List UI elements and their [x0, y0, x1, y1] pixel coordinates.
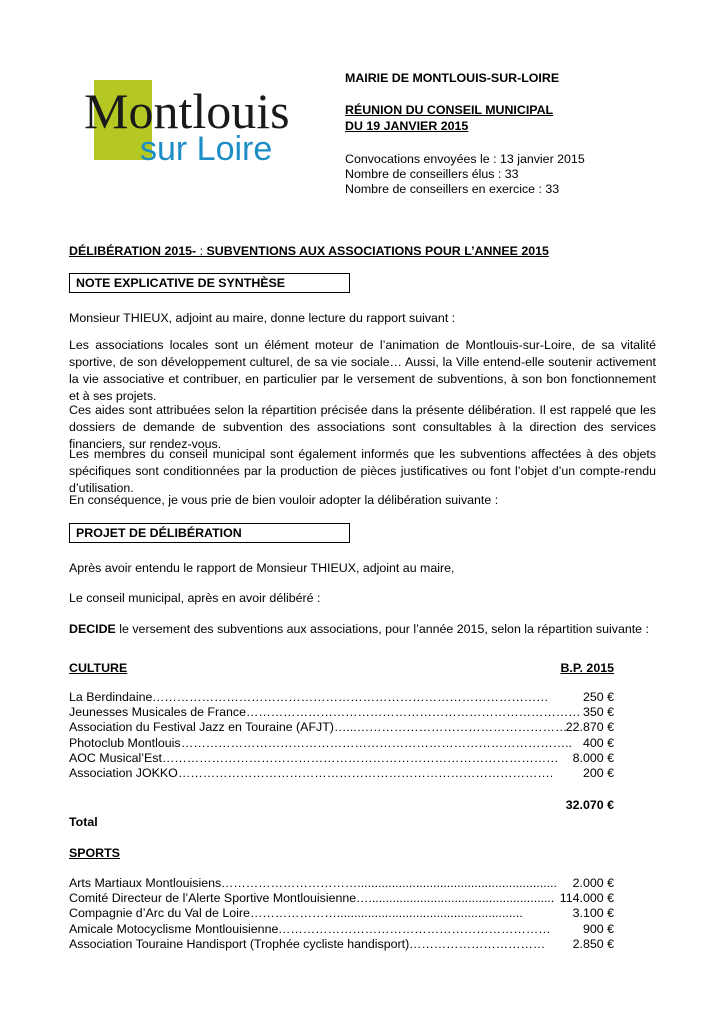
sports-item-leader-dots: …………………...................................................... [250, 906, 523, 921]
sports-item-name: Comité Directeur de l’Alerte Sportive Montlouisienne [69, 891, 357, 906]
reunion-title-line2: DU 19 JANVIER 2015 [345, 119, 469, 133]
decide-rest: le versement des subventions aux associations, pour l’année 2015, selon la répartition suivante : [115, 622, 649, 636]
sports-item-amount: 3.100 € [572, 906, 614, 921]
sports-item-leader-dots: …………………………… [409, 936, 546, 951]
projet-deliberation-box: PROJET DE DÉLIBÉRATION [69, 523, 350, 543]
culture-item-row [69, 690, 614, 705]
culture-item-amount: 400 € [582, 735, 614, 750]
sports-item-amount: 2.000 € [572, 876, 614, 890]
decide-word: DECIDE [69, 622, 116, 636]
sports-item-name: Arts Martiaux Montlouisiens [69, 876, 222, 890]
decide-line [69, 621, 656, 638]
sports-item-row [69, 876, 614, 891]
sports-item-row [69, 891, 614, 906]
culture-item-leader-dots: …...…………………………………………… [334, 720, 568, 735]
culture-item-amount: 200 € [582, 766, 614, 780]
bp-2015-heading: B.P. 2015 [560, 661, 614, 675]
culture-item-amount: 350 € [582, 705, 614, 720]
reunion-title-line1: RÉUNION DU CONSEIL MUNICIPAL [345, 103, 554, 117]
deliberation-prefix: DÉLIBÉRATION 2015- [69, 244, 197, 258]
mairie-title: MAIRIE DE MONTLOUIS-SUR-LOIRE [345, 71, 560, 85]
sports-item-amount: 900 € [582, 921, 614, 936]
sports-item-amount: 2.850 € [572, 936, 614, 951]
deliberation-separator: : [196, 244, 207, 258]
associations-paragraph: Les associations locales sont un élément moteur de l’animation de Montlouis-sur-Loire, de sa vitalité sportive, de son développement culturel, de sa vie sociale… Aussi, la Ville entend-elle soutenir activement la vie associative et contribuer, en particulier par le versement de subventions, à son bon fonctionnement et à ses projets. [69, 338, 656, 403]
culture-item-leader-dots: ……………………………………………………………………… [246, 705, 581, 720]
culture-item-leader-dots: ………………………………………………………………………………….. [181, 735, 572, 750]
sports-item-leader-dots: …...................................................... [356, 891, 555, 906]
culture-item-name: AOC Musical’Est [69, 750, 162, 765]
sports-item-leader-dots: ………………………………………………………… [278, 921, 551, 936]
conseillers-exercice: Nombre de conseillers en exercice : 33 [345, 182, 560, 196]
intro-paragraph: Monsieur THIEUX, adjoint au maire, donne lecture du rapport suivant : [69, 311, 456, 325]
culture-item-row [69, 751, 614, 766]
membres-paragraph: Les membres du conseil municipal sont également informés que les subventions affectées à des objets spécifiques sont conditionnées par la production de pièces justificatives ou font l’objet d’un compte-rendu d’utilisation. [69, 447, 656, 495]
sports-item-name: Amicale Motocyclisme Montlouisienne [69, 921, 279, 936]
logo-word-sur-loire: sur Loire [140, 130, 273, 168]
culture-item-amount: 250 € [582, 690, 614, 704]
sports-item-row [69, 906, 614, 921]
montlouis-logo [78, 72, 294, 170]
deliberation-title [69, 243, 549, 259]
culture-item-leader-dots: …………………………………………………………………………………… [162, 750, 559, 765]
culture-item-name: Jeunesses Musicales de France [69, 705, 246, 720]
projet-line1: Après avoir entendu le rapport de Monsieur THIEUX, adjoint au maire, [69, 561, 455, 575]
culture-total-amount: 32.070 € [565, 798, 614, 812]
aides-paragraph: Ces aides sont attribuées selon la répartition précisée dans la présente délibération. Il est rappelé que les dossiers de demande de subvention des associations sont consultables à la direction des services financiers, sur rendez-vous. [69, 403, 656, 451]
culture-item-name: Association JOKKO [69, 766, 178, 780]
consequence-paragraph: En conséquence, je vous prie de bien vouloir adopter la délibération suivante : [69, 493, 499, 507]
culture-item-name: Association du Festival Jazz en Touraine (AFJT) [69, 720, 334, 735]
sports-item-name: Compagnie d’Arc du Val de Loire [69, 906, 250, 921]
projet-line2: Le conseil municipal, après en avoir délibéré : [69, 591, 321, 605]
sports-item-row [69, 922, 614, 937]
culture-item-row [69, 720, 614, 735]
logo-graphic [78, 72, 294, 170]
culture-item-name: La Berdindaine [69, 690, 153, 704]
culture-item-row [69, 766, 614, 781]
convocations-date: Convocations envoyées le : 13 janvier 2015 [345, 152, 585, 166]
culture-heading: CULTURE [69, 661, 128, 675]
culture-item-name: Photoclub Montlouis [69, 735, 181, 750]
culture-item-row [69, 736, 614, 751]
culture-item-amount: 8.000 € [572, 750, 614, 765]
culture-item-row [69, 705, 614, 720]
culture-item-amount: 22.870 € [565, 720, 614, 735]
note-explicative-box: NOTE EXPLICATIVE DE SYNTHÈSE [69, 273, 350, 293]
culture-item-leader-dots: …………………………………………………………………………………… [152, 690, 549, 704]
deliberation-subject: SUBVENTIONS AUX ASSOCIATIONS POUR L’ANNEE 2015 [206, 244, 549, 258]
logo-word-montlouis: Montlouis [84, 83, 290, 139]
culture-total-label: Total [69, 815, 98, 829]
sports-item-leader-dots: …………………………….......................................................... [221, 876, 557, 890]
sports-item-name: Association Touraine Handisport (Trophée cycliste handisport) [69, 936, 410, 951]
sports-item-amount: 114.000 € [559, 891, 614, 906]
culture-item-leader-dots: ………………………………………………………………………………. [178, 766, 554, 780]
sports-heading: SPORTS [69, 846, 120, 860]
conseillers-elus: Nombre de conseillers élus : 33 [345, 167, 519, 181]
sports-item-row [69, 937, 614, 952]
